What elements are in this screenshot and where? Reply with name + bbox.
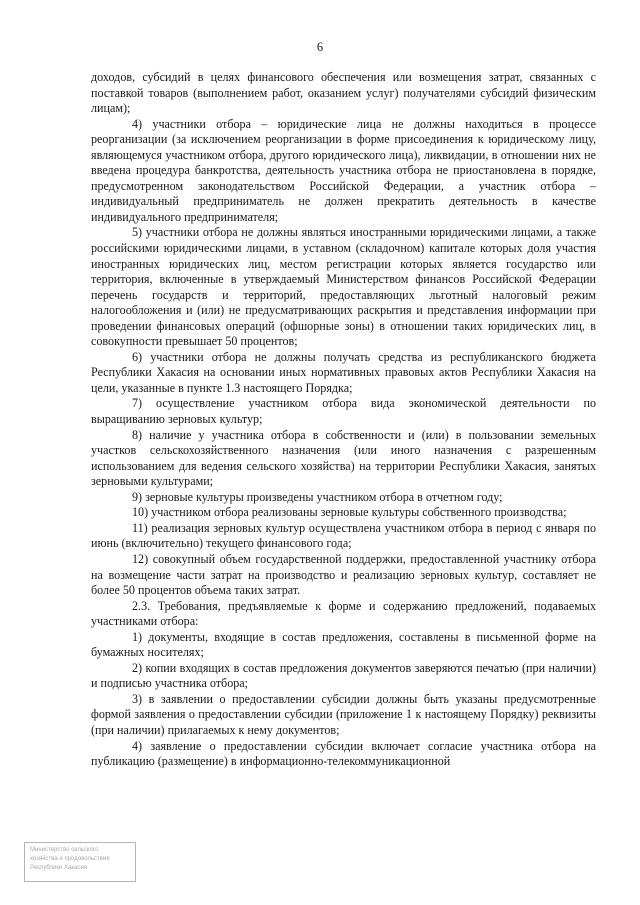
stamp-line: Республики Хакасия — [30, 865, 88, 871]
section-2-3-heading: 2.3. Требования, предъявляемые к форме и содержанию предложений, подаваемых участниками отбора: — [91, 598, 596, 629]
registration-stamp — [24, 842, 136, 882]
page-number: 6 — [316, 40, 324, 54]
requirement-item-4: 4) заявление о предоставлении субсидии включает согласие участника отбора на публикацию (размещение) в информационно-телекоммуникационной — [91, 738, 596, 769]
paragraph-item-8: 8) наличие у участника отбора в собственности и (или) в пользовании земельных участков сельскохозяйственного назначения (или иного назначения с разрешенным использованием для ведения сельского хозяйства) на территории Республики Хакасия, занятых зерновыми культурами; — [91, 427, 596, 489]
paragraph-item-4: 4) участники отбора – юридические лица не должны находиться в процессе реорганизации (за исключением реорганизации в форме присоединения к юридическому лицу, являющемуся участником отбора, другого юридического лица), ликвидации, в отношении них не введена процедура банкротства, деятельность участника отбора не приостановлена в порядке, предусмотренном законодательством Российской Федерации, а участник отбора – индивидуальный предприниматель не должен прекратить деятельность в качестве индивидуального предпринимателя; — [91, 116, 596, 224]
paragraph-item-12: 12) совокупный объем государственной поддержки, предоставленной участнику отбора на возмещение части затрат на производство и реализацию зерновых культур, составляет не более 50 процентов объема таких затрат. — [91, 551, 596, 598]
paragraph-item-5: 5) участники отбора не должны являться иностранными юридическими лицами, а также российскими юридическими лицами, в уставном (складочном) капитале которых доля участия иностранных юридических лиц, местом регистрации которых является государство или территория, включенные в утверждаемый Министерством финансов Российской Федерации перечень государств и территорий, предоставляющих льготный налоговый режим налогообложения и (или) не предусматривающих раскрытия и представления информации при проведении финансовых операций (офшорные зоны) в отношении таких юридических лиц, в совокупности превышает 50 процентов; — [91, 225, 596, 349]
paragraph-item-9: 9) зерновые культуры произведены участником отбора в отчетном году; — [132, 489, 503, 504]
requirement-item-3: 3) в заявлении о предоставлении субсидии должны быть указаны предусмотренные формой заявления о предоставлении субсидии (приложение 1 к настоящему Порядку) реквизиты (при наличии) прилагаемых к нему документов; — [91, 691, 596, 737]
document-body — [91, 70, 596, 770]
paragraph-item-11: 11) реализация зерновых культур осуществлена участником отбора в период с января по июнь (включительно) текущего финансового года; — [91, 520, 596, 551]
requirement-item-2: 2) копии входящих в состав предложения документов заверяются печатью (при наличии) и подписью участника отбора; — [91, 660, 596, 691]
requirement-item-1: 1) документы, входящие в состав предложения, составлены в письменной форме на бумажных носителях; — [91, 629, 596, 660]
paragraph-item-10: 10) участником отбора реализованы зерновые культуры собственного производства; — [132, 505, 567, 520]
stamp-line: Министерство сельского — [30, 847, 99, 853]
paragraph-continuation: доходов, субсидий в целях финансового обеспечения или возмещения затрат, связанных с поставкой товаров (выполнением работ, оказанием услуг) получателями субсидий физическим лицам); — [91, 70, 596, 116]
paragraph-item-7: 7) осуществление участником отбора вида экономической деятельности по выращиванию зерновых культур; — [91, 396, 596, 427]
stamp-line: хозяйства и продовольствия — [30, 856, 110, 862]
paragraph-item-6: 6) участники отбора не должны получать средства из республиканского бюджета Республики Хакасия на основании иных нормативных правовых актов Республики Хакасия на цели, указанные в пункте 1.3 настоящего Порядка; — [91, 349, 596, 395]
